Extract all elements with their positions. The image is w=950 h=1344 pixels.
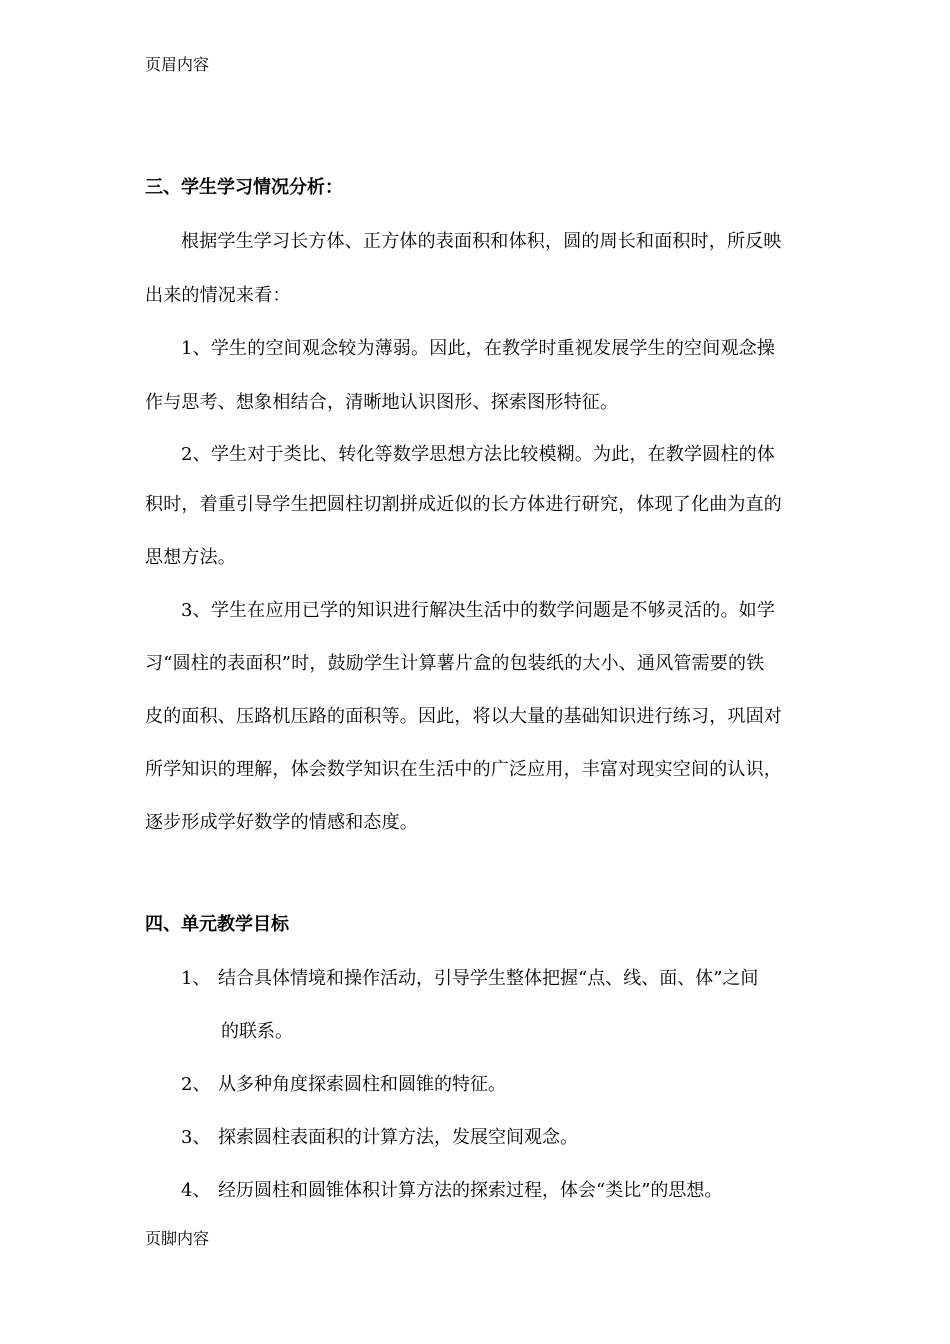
paragraph-line: 根据学生学习长方体、正方体的表面积和体积，圆的周长和面积时，所反映 bbox=[181, 231, 782, 252]
paragraph-line: 逐步形成学好数学的情感和态度。 bbox=[145, 812, 418, 833]
paragraph-line: 习“圆柱的表面积”时，鼓励学生计算薯片盒的包装纸的大小、通风管需要的铁 bbox=[145, 653, 765, 674]
list-item-text: 经历圆柱和圆锥体积计算方法的探索过程，体会“类比”的思想。 bbox=[218, 1180, 723, 1201]
list-item-continuation: 的联系。 bbox=[221, 1021, 293, 1042]
paragraph-line: 皮的面积、压路机压路的面积等。因此，将以大量的基础知识进行练习，巩固对 bbox=[145, 706, 782, 727]
page-header: 页眉内容 bbox=[145, 55, 210, 74]
section-4-heading: 四、单元教学目标 bbox=[145, 914, 289, 935]
paragraph-line: 思想方法。 bbox=[145, 547, 236, 568]
paragraph-line: 积时，着重引导学生把圆柱切割拼成近似的长方体进行研究，体现了化曲为直的 bbox=[145, 494, 782, 515]
paragraph-line: 作与思考、想象相结合，清晰地认识图形、探索图形特征。 bbox=[145, 392, 619, 413]
list-item-number: 3、 bbox=[181, 1127, 211, 1148]
list-item-text: 结合具体情境和操作活动，引导学生整体把握“点、线、面、体”之间 bbox=[218, 968, 759, 989]
paragraph-line: 1、学生的空间观念较为薄弱。因此，在教学时重视发展学生的空间观念操 bbox=[181, 338, 776, 359]
section-3-heading: 三、学生学习情况分析： bbox=[145, 177, 343, 198]
list-item-number: 1、 bbox=[181, 968, 211, 989]
paragraph-line: 3、学生在应用已学的知识进行解决生活中的数学问题是不够灵活的。如学 bbox=[181, 600, 776, 621]
paragraph-line: 出来的情况来看： bbox=[145, 285, 291, 306]
page-footer: 页脚内容 bbox=[145, 1229, 210, 1248]
list-item-text: 探索圆柱表面积的计算方法，发展空间观念。 bbox=[218, 1127, 578, 1148]
paragraph-line: 所学知识的理解，体会数学知识在生活中的广泛应用，丰富对现实空间的认识， bbox=[145, 759, 782, 780]
list-item-number: 2、 bbox=[181, 1074, 211, 1095]
paragraph-line: 2、学生对于类比、转化等数学思想方法比较模糊。为此，在教学圆柱的体 bbox=[181, 444, 776, 465]
list-item-number: 4、 bbox=[181, 1180, 211, 1201]
list-item-text: 从多种角度探索圆柱和圆锥的特征。 bbox=[218, 1074, 506, 1095]
